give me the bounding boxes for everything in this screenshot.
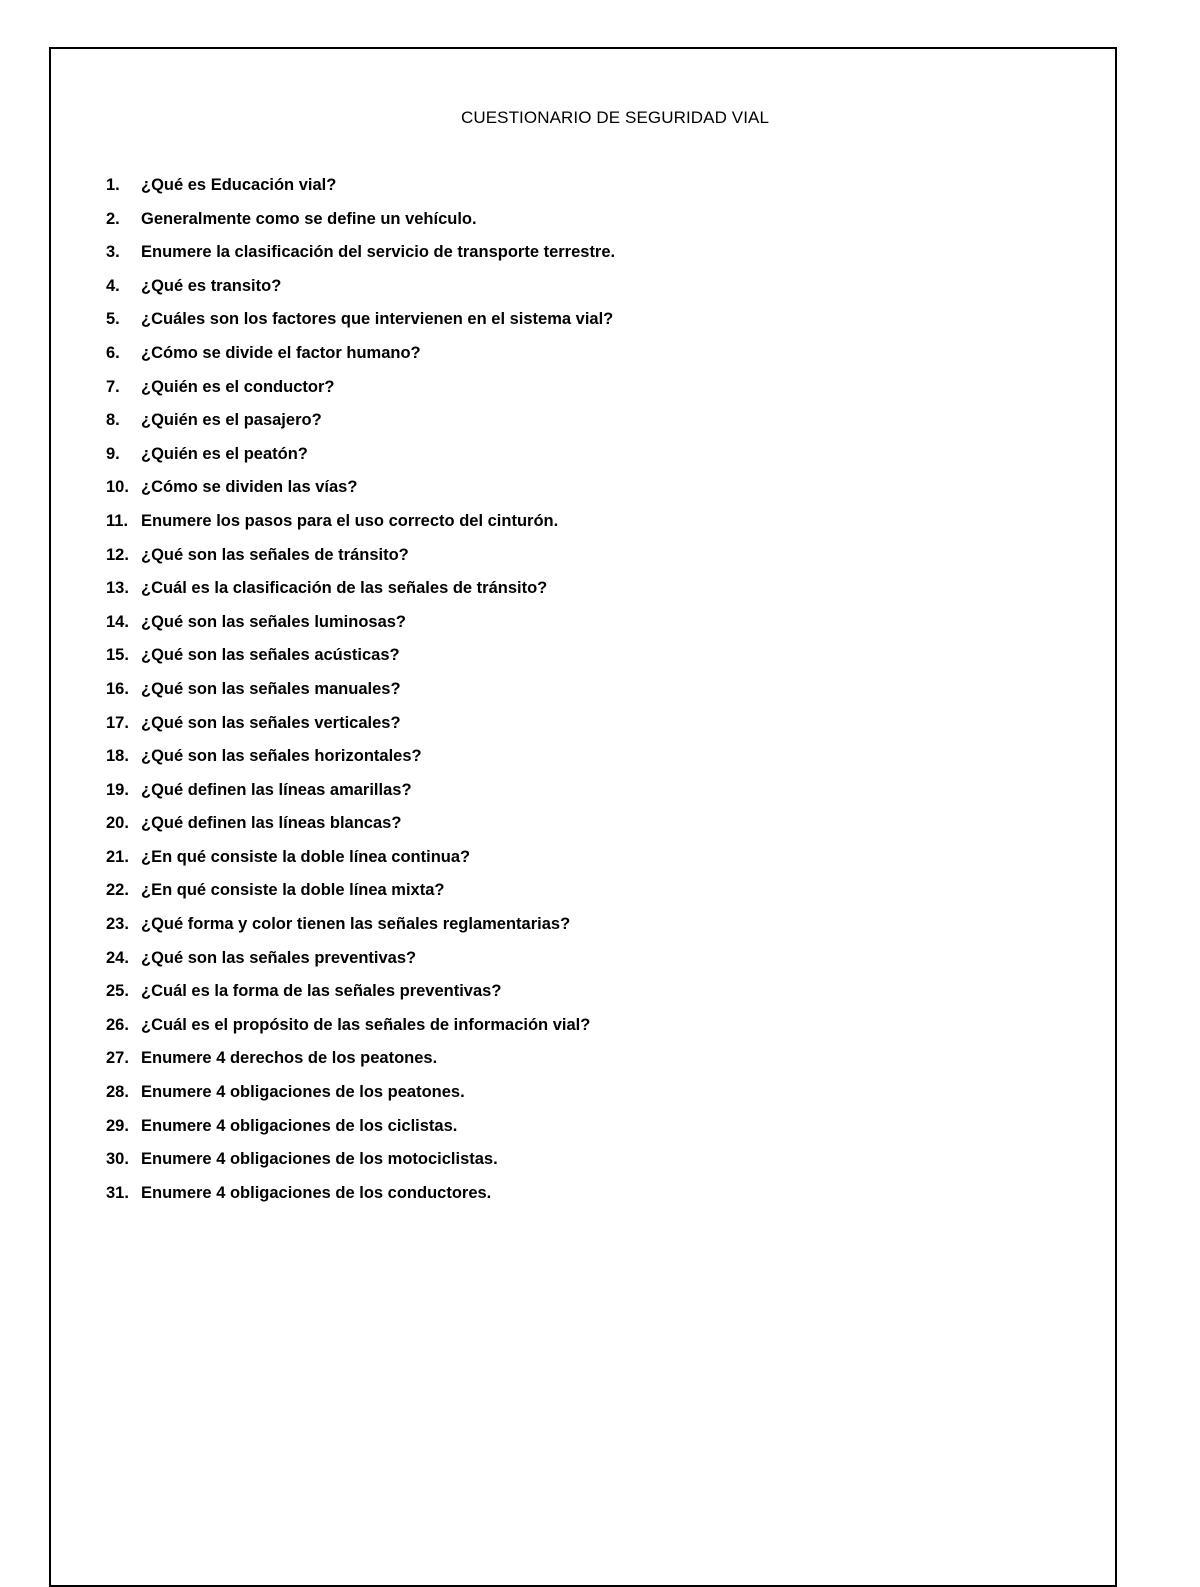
question-text: ¿Qué forma y color tienen las señales reglamentarias? (141, 915, 571, 934)
question-text: ¿Qué son las señales acústicas? (141, 646, 400, 665)
question-item (106, 375, 615, 409)
question-item (106, 543, 615, 577)
question-number: 7. (106, 377, 120, 396)
question-number: 15. (106, 646, 129, 665)
question-item (106, 711, 615, 745)
question-number: 5. (106, 310, 120, 329)
question-text: ¿Cómo se dividen las vías? (141, 478, 358, 497)
question-item (106, 979, 615, 1013)
question-text: Enumere los pasos para el uso correcto del cinturón. (141, 511, 559, 530)
question-number: 9. (106, 444, 120, 463)
question-number: 28. (106, 1083, 129, 1102)
question-number: 26. (106, 1015, 129, 1034)
question-number: 27. (106, 1049, 129, 1068)
question-number: 13. (106, 579, 129, 598)
question-text: ¿Quién es el peatón? (141, 444, 308, 463)
question-item (106, 1013, 615, 1047)
question-text: Enumere 4 obligaciones de los peatones. (141, 1083, 465, 1102)
question-list (106, 173, 615, 1214)
question-item (106, 341, 615, 375)
question-item (106, 946, 615, 980)
question-item (106, 207, 615, 241)
question-number: 17. (106, 713, 129, 732)
question-item (106, 307, 615, 341)
question-text: Enumere 4 derechos de los peatones. (141, 1049, 438, 1068)
question-item (106, 1181, 615, 1215)
question-item (106, 912, 615, 946)
question-item (106, 845, 615, 879)
question-item (106, 811, 615, 845)
question-text: ¿Quién es el pasajero? (141, 411, 322, 430)
question-number: 2. (106, 209, 120, 228)
document-title: CUESTIONARIO DE SEGURIDAD VIAL (460, 108, 770, 127)
question-number: 18. (106, 747, 129, 766)
question-number: 20. (106, 814, 129, 833)
question-item (106, 274, 615, 308)
question-text: ¿Qué son las señales luminosas? (141, 612, 407, 631)
question-item (106, 475, 615, 509)
question-text: Enumere 4 obligaciones de los conductores. (141, 1183, 492, 1202)
question-item (106, 878, 615, 912)
question-number: 21. (106, 847, 129, 866)
question-text: Enumere 4 obligaciones de los ciclistas. (141, 1116, 458, 1135)
question-number: 22. (106, 881, 129, 900)
question-number: 30. (106, 1150, 129, 1169)
question-text: ¿Cuál es el propósito de las señales de información vial? (141, 1015, 591, 1034)
question-item (106, 408, 615, 442)
question-text: Enumere 4 obligaciones de los motociclistas. (141, 1150, 498, 1169)
question-number: 29. (106, 1116, 129, 1135)
question-item (106, 643, 615, 677)
question-text: ¿Cómo se divide el factor humano? (141, 343, 421, 362)
question-item (106, 610, 615, 644)
question-number: 12. (106, 545, 129, 564)
question-text: ¿Qué definen las líneas amarillas? (141, 780, 412, 799)
question-item (106, 1114, 615, 1148)
question-number: 6. (106, 343, 120, 362)
question-number: 1. (106, 176, 120, 194)
question-text: ¿Qué son las señales verticales? (141, 713, 401, 732)
question-text: ¿Qué son las señales preventivas? (141, 948, 417, 967)
question-number: 24. (106, 948, 129, 967)
question-text: ¿En qué consiste la doble línea continua? (141, 847, 471, 866)
question-number: 23. (106, 915, 129, 934)
question-item (106, 442, 615, 476)
question-text: ¿En qué consiste la doble línea mixta? (141, 881, 445, 900)
question-item (106, 173, 615, 207)
question-text: ¿Qué son las señales manuales? (141, 679, 401, 698)
question-item (106, 677, 615, 711)
question-item (106, 1080, 615, 1114)
question-number: 14. (106, 612, 129, 631)
question-number: 10. (106, 478, 129, 497)
question-number: 19. (106, 780, 129, 799)
question-number: 25. (106, 982, 129, 1001)
question-text: ¿Qué es Educación vial? (141, 176, 337, 194)
question-item (106, 240, 615, 274)
question-number: 11. (106, 511, 129, 530)
question-number: 16. (106, 679, 129, 698)
question-text: ¿Qué definen las líneas blancas? (141, 814, 402, 833)
question-text: Generalmente como se define un vehículo. (141, 209, 477, 228)
question-number: 3. (106, 243, 120, 262)
question-item (106, 1046, 615, 1080)
question-item (106, 576, 615, 610)
question-number: 31. (106, 1183, 129, 1202)
question-number: 8. (106, 411, 120, 430)
question-text: ¿Cuáles son los factores que intervienen en el sistema vial? (141, 310, 614, 329)
question-text: ¿Qué es transito? (141, 276, 282, 295)
question-text: ¿Qué son las señales de tránsito? (141, 545, 409, 564)
question-item (106, 778, 615, 812)
question-text: ¿Qué son las señales horizontales? (141, 747, 422, 766)
question-item (106, 1147, 615, 1181)
question-text: ¿Cuál es la forma de las señales preventivas? (141, 982, 502, 1001)
question-item (106, 509, 615, 543)
question-number: 4. (106, 276, 120, 295)
question-item (106, 744, 615, 778)
question-text: ¿Cuál es la clasificación de las señales de tránsito? (141, 579, 548, 598)
question-text: Enumere la clasificación del servicio de transporte terrestre. (141, 243, 616, 262)
question-text: ¿Quién es el conductor? (141, 377, 335, 396)
